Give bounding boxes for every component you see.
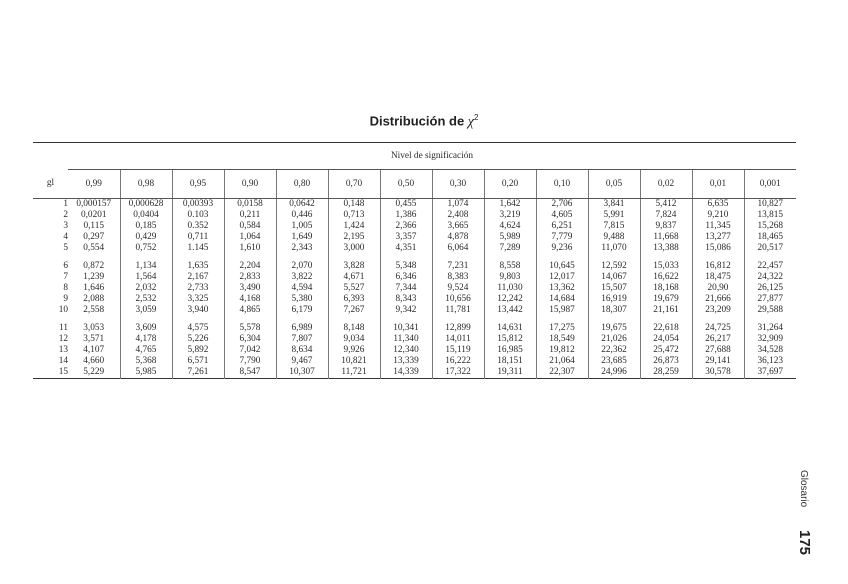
chi-square-table [33, 142, 796, 379]
page-title [0, 113, 848, 130]
value-cell: 10,645 12,017 13,362 14,684 15,987 [536, 261, 588, 316]
value-cell: 19,675 21,026 22,362 23,685 24,996 [588, 323, 640, 379]
value-cell: 1,134 1,564 2,032 2,532 3,059 [120, 261, 172, 316]
gl-value: 1 [63, 199, 68, 209]
table-row-group [33, 323, 796, 379]
value-cell: 3,841 5,991 7,815 9,488 11,070 [588, 199, 640, 255]
level-header: 0,80 [276, 170, 328, 199]
value-cell: 0,0158 0,211 0,584 1,064 1,610 [224, 199, 276, 255]
title-text: Distribución de [369, 113, 468, 129]
value-cell: 16,812 18,475 20,90 21,666 23,209 [692, 261, 744, 316]
value-cell: 24,725 26,217 27,688 29,141 30,578 [692, 323, 744, 379]
page-sidebar [798, 470, 814, 560]
gl-value: 3 [63, 221, 68, 231]
group-gap [33, 254, 796, 261]
value-cell: 0,00393 0.103 0.352 0,711 1.145 [172, 199, 224, 255]
value-cell: 4,575 5,226 5,892 6,571 7,261 [172, 323, 224, 379]
value-cell: 22,618 24,054 25,472 26,873 28,259 [640, 323, 692, 379]
value-cell: 3,053 3,571 4,107 4,660 5,229 [83, 323, 105, 377]
level-header: 0,20 [484, 170, 536, 199]
gl-value: 9 [63, 294, 68, 304]
value-cell: 2,070 3,822 4,594 5,380 6,179 [276, 261, 328, 316]
value-cell: 0,872 1,239 1,646 2,088 2,558 [83, 261, 105, 315]
level-header: 0,30 [432, 170, 484, 199]
gl-value: 11 [59, 323, 68, 333]
value-cell: 10,341 11,340 12,340 13,339 14,339 [380, 323, 432, 379]
gl-cell [33, 199, 68, 255]
level-header: 0,98 [120, 170, 172, 199]
gl-cell [33, 323, 68, 379]
value-cell: 0,148 0,713 1,424 2,195 3,000 [328, 199, 380, 255]
value-cell: 12,592 14,067 15,507 16,919 18,307 [588, 261, 640, 316]
value-cell: 1,074 2,408 3,665 4,878 6,064 [432, 199, 484, 255]
value-cell: 5,578 6,304 7,042 7,790 8,547 [224, 323, 276, 379]
gl-value: 14 [58, 356, 68, 366]
value-cell: 3,609 4,178 4,765 5,368 5,985 [120, 323, 172, 379]
level-header: 0,01 [692, 170, 744, 199]
gl-value: 4 [63, 232, 68, 242]
value-cell: 17,275 18,549 19,812 21,064 22,307 [536, 323, 588, 379]
level-header: 0,90 [224, 170, 276, 199]
level-header: 0,10 [536, 170, 588, 199]
table-row-group [33, 261, 796, 316]
gl-value: 6 [63, 261, 68, 271]
value-cell: 5,348 6,346 7,344 8,343 9,342 [380, 261, 432, 316]
chi-exponent: 2 [473, 113, 479, 122]
value-cell: 1,642 3,219 4,624 5,989 7,289 [484, 199, 536, 255]
value-cell: 0,0642 0,446 1,005 1,649 2,343 [276, 199, 328, 255]
group-gap [33, 316, 796, 323]
gl-value: 15 [58, 367, 68, 377]
value-cell: 0,455 1,386 2,366 3,357 4,351 [380, 199, 432, 255]
gl-value: 13 [58, 345, 68, 355]
level-header: 0,95 [172, 170, 224, 199]
value-cell: 1,635 2,167 2,733 3,325 3,940 [172, 261, 224, 316]
gl-value: 7 [63, 272, 68, 282]
gl-value: 12 [58, 334, 68, 344]
value-cell: 15,033 16,622 18,168 19,679 21,161 [640, 261, 692, 316]
gl-value: 2 [63, 210, 68, 220]
value-cell: 2,706 4,605 6,251 7,779 9,236 [536, 199, 588, 255]
section-label: Glosario [798, 470, 809, 508]
value-cell: 6,989 7,807 8,634 9,467 10,307 [276, 323, 328, 379]
level-title: Nivel de significación [68, 143, 796, 170]
level-header: 0,50 [380, 170, 432, 199]
level-header: 0,99 [68, 170, 120, 199]
level-header: 0,02 [640, 170, 692, 199]
value-cell: 8,148 9,034 9,926 10,821 11,721 [328, 323, 380, 379]
value-cell: 12,899 14,011 15,119 16,222 17,322 [432, 323, 484, 379]
value-cell: 14,631 15,812 16,985 18,151 19,311 [484, 323, 536, 379]
gl-header: gl [33, 170, 68, 199]
level-header: 0,70 [328, 170, 380, 199]
value-cell: 7,231 8,383 9,524 10,656 11,781 [432, 261, 484, 316]
value-cell: 8,558 9,803 11,030 12,242 13,442 [484, 261, 536, 316]
level-header: 0,001 [744, 170, 796, 199]
chi-symbol: χ [467, 114, 474, 130]
value-cell: 6,635 9,210 11,345 13,277 15,086 [692, 199, 744, 255]
value-cell: 0,000157 0,0201 0,115 0,297 0,554 [76, 199, 112, 253]
gl-spacer [33, 143, 68, 170]
value-cell: 31,264 32,909 34,528 36,123 37,697 [744, 323, 796, 379]
value-cell: 10,827 13,815 15,268 18,465 20,517 [744, 199, 796, 255]
gl-value: 5 [63, 243, 68, 253]
gl-cell [33, 261, 68, 316]
value-cell: 0,000628 0,0404 0,185 0,429 0,752 [120, 199, 172, 255]
table-row-group [33, 199, 796, 255]
value-cell: 22,457 24,322 26,125 27,877 29,588 [744, 261, 796, 316]
gl-value: 10 [58, 305, 68, 315]
gl-value: 8 [63, 283, 68, 293]
value-cell: 3,828 4,671 5,527 6,393 7,267 [328, 261, 380, 316]
value-cell: 2,204 2,833 3,490 4,168 4,865 [224, 261, 276, 316]
page-number: 175 [796, 530, 813, 556]
level-header: 0,05 [588, 170, 640, 199]
value-cell: 5,412 7,824 9,837 11,668 13,388 [640, 199, 692, 255]
